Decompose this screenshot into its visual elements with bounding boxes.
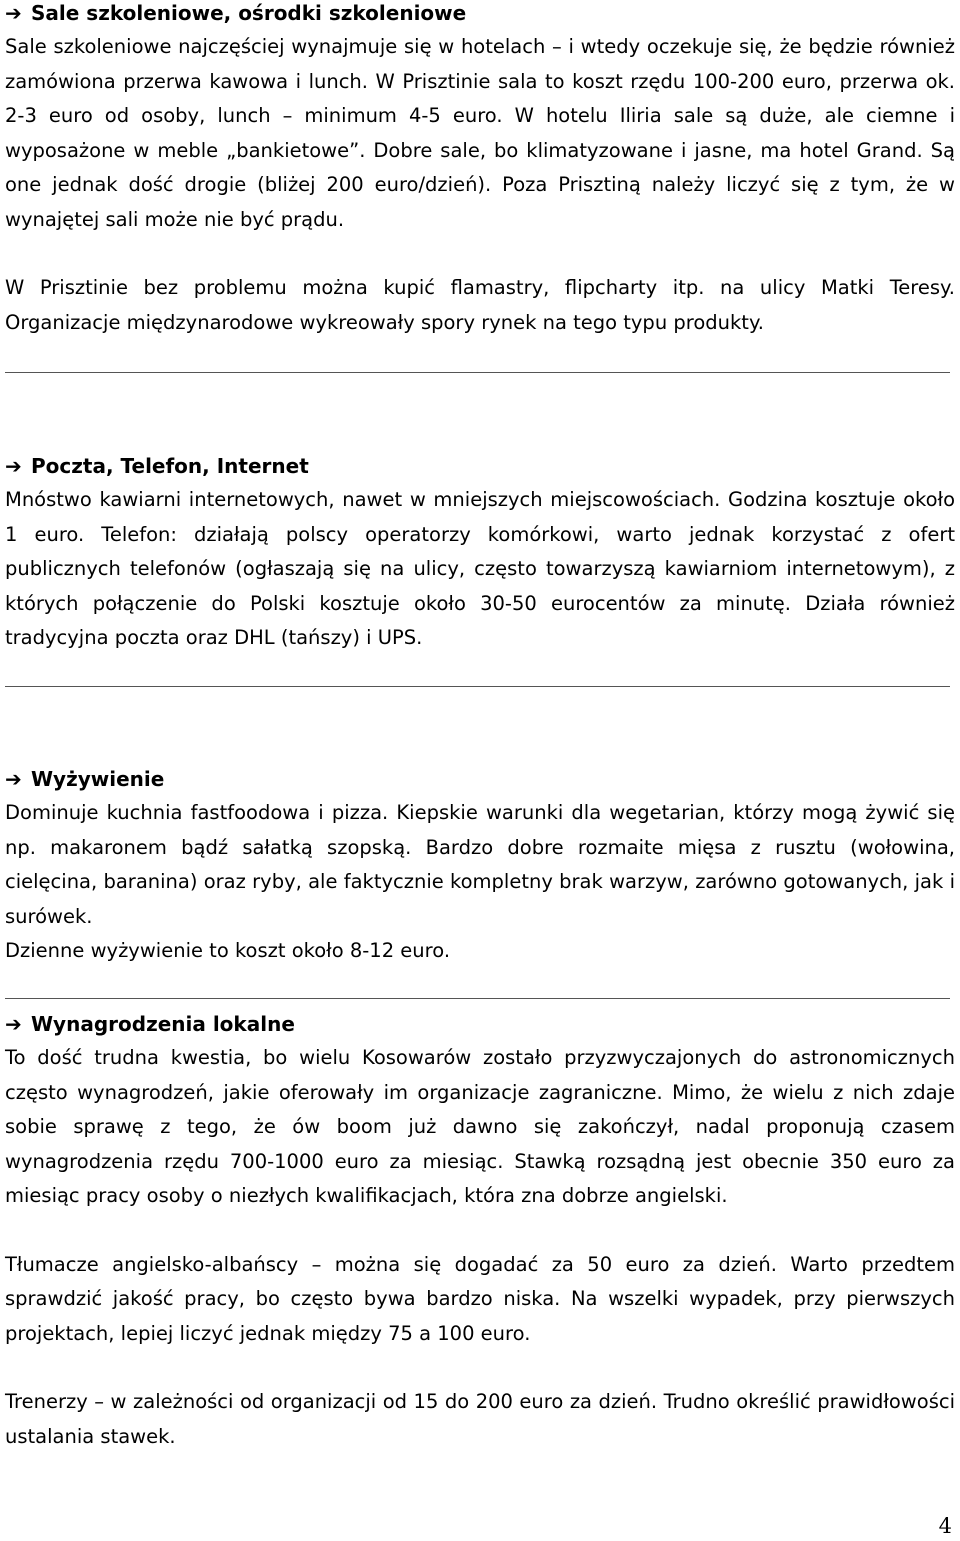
heading-text: Wynagrodzenia lokalne — [31, 1012, 295, 1036]
section-post-phone-internet — [5, 449, 955, 656]
section-divider — [5, 372, 950, 373]
section-heading — [5, 762, 955, 796]
section-training-rooms — [5, 0, 955, 340]
arrow-right-icon: ➔ — [5, 767, 22, 791]
paragraph: To dość trudna kwestia, bo wielu Kosowarów zostało przyzwyczajonych do astronomicznych często wynagrodzeń, jakie oferowały im organizacje zagraniczne. Mimo, że wielu z nich zdaje sobie sprawę z tego, że ów boom już dawno się zakończył, nadal proponują czasem wynagrodzenia rzędu 700-1000 euro za miesiąc. Stawką rozsądną jest obecnie 350 euro za miesiąc pracy osoby o niezłych kwalifikacjach, która zna dobrze angielski. — [5, 1046, 955, 1207]
section-local-salaries — [5, 1007, 955, 1454]
section-heading — [5, 449, 955, 483]
heading-text: Wyżywienie — [31, 767, 165, 791]
section-heading — [5, 0, 955, 30]
paragraph: W Prisztinie bez problemu można kupić flamastry, flipcharty itp. na ulicy Matki Teresy. Organizacje międzynarodowe wykreowały spory rynek na tego typu produkty. — [5, 276, 955, 334]
paragraph: Trenerzy – w zależności od organizacji od 15 do 200 euro za dzień. Trudno określić prawidłowości ustalania stawek. — [5, 1390, 955, 1448]
section-food — [5, 762, 955, 969]
section-divider — [5, 998, 950, 999]
paragraph: Sale szkoleniowe najczęściej wynajmuje się w hotelach – i wtedy oczekuje się, że będzie również zamówiona przerwa kawowa i lunch. W Prisztinie sala to koszt rzędu 100-200 euro, przerwa ok. 2-3 euro od osoby, lunch – minimum 4-5 euro. W hotelu Iliria sale są duże, ale ciemne i wyposażone w meble „bankietowe”. Dobre sale, bo klimatyzowane i jasne, ma hotel Grand. Są one jednak dość drogie (bliżej 200 euro/dzień). Poza Prisztiną należy liczyć się z tym, że w wynajętej sali może nie być prądu. — [5, 35, 955, 231]
page-number: 4 — [938, 1514, 952, 1538]
paragraph: Dzienne wyżywienie to koszt około 8-12 euro. — [5, 939, 451, 962]
paragraph: Mnóstwo kawiarni internetowych, nawet w mniejszych miejscowościach. Godzina kosztuje około 1 euro. Telefon: działają polscy operatorzy komórkowi, warto jednak korzystać z ofert publicznych telefonów (ogłaszają się na ulicy, często towarzyszą kawiarniom internetowym), z których połączenie do Polski kosztuje około 30-50 eurocentów za minutę. Działa również tradycyjna poczta oraz DHL (tańszy) i UPS. — [5, 488, 955, 649]
heading-text: Poczta, Telefon, Internet — [31, 454, 309, 478]
arrow-right-icon: ➔ — [5, 454, 22, 478]
section-heading — [5, 1007, 955, 1041]
paragraph: Tłumacze angielsko-albańscy – można się dogadać za 50 euro za dzień. Warto przedtem sprawdzić jakość pracy, bo często bywa bardzo niska. Na wszelki wypadek, przy pierwszych projektach, lepiej liczyć jednak między 75 a 100 euro. — [5, 1252, 955, 1345]
heading-text: Sale szkoleniowe, ośrodki szkoleniowe — [31, 1, 467, 25]
section-divider — [5, 686, 950, 687]
paragraph: Dominuje kuchnia fastfoodowa i pizza. Kiepskie warunki dla wegetarian, którzy mogą żywić się np. makaronem bądź sałatką szopską. Bardzo dobre rozmaite mięsa z rusztu (wołowina, cielęcina, baranina) oraz ryby, ale faktycznie kompletny brak warzyw, zarówno gotowanych, jak i surówek. — [5, 801, 955, 928]
arrow-right-icon: ➔ — [5, 1012, 22, 1036]
arrow-right-icon: ➔ — [5, 1, 22, 25]
